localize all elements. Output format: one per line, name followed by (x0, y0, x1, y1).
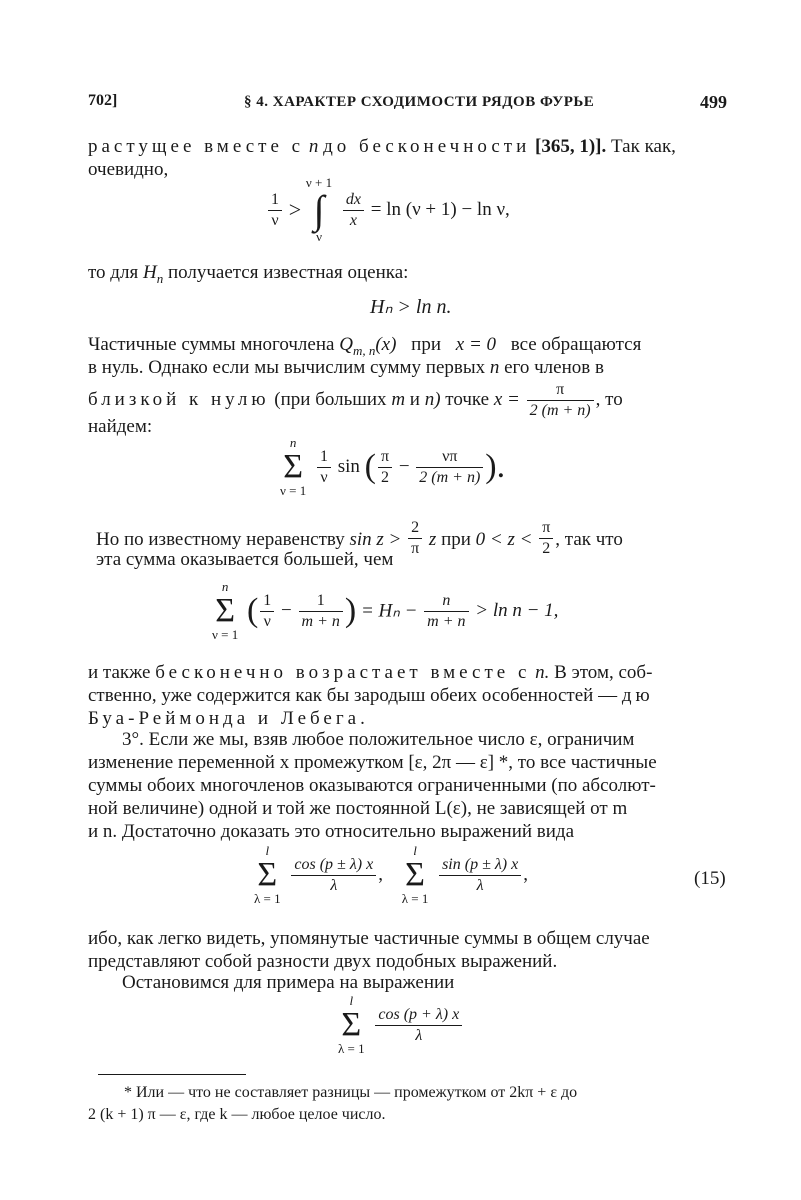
formula-15: l Σ λ = 1 $\frac{\cos (p \pm \lambda) x}{\lambda}$ , l Σ λ = 1 $\frac{\sin (p \pm \lambda) x}{\lambda}$ , (254, 843, 528, 906)
paragraph-line: Буа-Реймонда и Лебега. (88, 708, 369, 729)
fraction: $\frac{\cos (p + \lambda) x}{\lambda}$ (375, 1005, 462, 1046)
fraction: $\frac{\nu\pi}{2 (m + n)}$ (416, 447, 483, 488)
fraction: $\frac{1}{m + n}$ (299, 591, 343, 632)
fraction: $\frac{dx}{x}$ (343, 190, 364, 231)
paragraph-line: близкой к нулю (при больших m и n) точке x = $\frac{\pi}{2 (m + n)}$ , то (88, 381, 623, 419)
fraction: $\frac{\sin (p \pm \lambda) x}{\lambda}$ (439, 855, 521, 896)
formula-estimate: Hₙ > ln n. (370, 296, 452, 318)
paragraph-line: эта сумма оказывается большей, чем (96, 549, 394, 570)
paragraph-line: 3°. Если же мы, взяв любое положительное число ε, ограничим (122, 729, 635, 750)
sum-sign: l Σ λ = 1 (254, 843, 281, 906)
fraction: $\frac{\cos (p \pm \lambda) x}{\lambda}$ (291, 855, 376, 896)
sum-sign: n Σ ν = 1 (280, 435, 307, 498)
paragraph-line: ибо, как легко видеть, упомянутые частичные суммы в общем случае (88, 928, 650, 949)
paragraph-line: ственно, уже содержится как бы зародыш обеих особенностей — дю (88, 685, 654, 706)
integral-sign: ν + 1 ∫ ν (305, 175, 333, 244)
sum-sign: n Σ ν = 1 (212, 579, 239, 642)
fraction: $\frac{\pi}{2}$ (539, 518, 553, 559)
paragraph-line: найдем: (88, 416, 153, 437)
paragraph-line: то для $H_n$ получается известная оценка: (88, 262, 409, 286)
paragraph-line: Но по известному неравенству sin z > $\frac{2}{\pi}$ z при 0 < z < $\frac{\pi}{2}$ , так что (96, 519, 623, 557)
fraction: $\frac{\pi}{2 (m + n)}$ (527, 380, 594, 421)
fraction: $\frac{1}{\nu}$ (268, 190, 282, 231)
paragraph-line: Частичные суммы многочлена $Q_{m, n}(x)$ при x = 0 все обращаются (88, 334, 642, 358)
formula-cos-sum (338, 994, 464, 1056)
fraction: $\frac{1}{\nu}$ (260, 591, 274, 632)
paragraph-line: изменение переменной x промежутком [ε, 2π — ε] *, то все частичные (88, 752, 657, 773)
paragraph-line: растущее вместе с n до бесконечности [365, 1)]. Так как, (88, 136, 676, 157)
paragraph-line: суммы обоих многочленов оказываются ограниченными (по абсолют- (88, 775, 656, 796)
fraction: $\frac{\pi}{2}$ (378, 447, 392, 488)
formula-integral: $\frac{1}{\nu}$ > ν + 1 ∫ ν $\frac{dx}{x}$ = ln (ν + 1) − ln ν, (266, 176, 510, 244)
equation-number: (15) (694, 868, 726, 889)
page-number: 499 (700, 92, 727, 112)
paragraph-line: Остановимся для примера на выражении (122, 972, 455, 993)
paragraph-line: представляют собой разности двух подобных выражений. (88, 951, 558, 972)
sum-sign: l Σ λ = 1 (401, 843, 429, 906)
footnote-rule (98, 1074, 246, 1075)
paragraph-line: и также бесконечно возрастает вместе с n. В этом, соб- (88, 662, 653, 683)
paragraph-line: очевидно, (88, 159, 169, 180)
section-number: 702] (88, 92, 118, 109)
paragraph-line: и n. Достаточно доказать это относительно выражений вида (88, 821, 575, 842)
footnote-line: * Или — что не составляет разницы — промежутком от 2kπ + ε до (124, 1084, 578, 1101)
footnote-line: 2 (k + 1) π — ε, где k — любое целое число. (88, 1106, 386, 1123)
fraction: $\frac{2}{\pi}$ (408, 518, 422, 559)
running-title: § 4. ХАРАКТЕР СХОДИМОСТИ РЯДОВ ФУРЬЕ (244, 94, 595, 110)
paragraph-line: в нуль. Однако если мы вычислим сумму первых n его членов в (88, 357, 604, 378)
sum-sign: l Σ λ = 1 (338, 993, 365, 1056)
formula-sum-sin: n Σ ν = 1 $\frac{1}{\nu}$ sin ( $\frac{\pi}{2}$ − $\frac{\nu\pi}{2 (m + n)}$ ). (280, 435, 506, 498)
formula-sum-harmonic: n Σ ν = 1 ( $\frac{1}{\nu}$ − $\frac{1}{m + n}$ ) = Hₙ − $\frac{n}{m + n}$ > ln n − 1, (212, 579, 559, 642)
fraction: $\frac{1}{\nu}$ (317, 447, 331, 488)
fraction: $\frac{n}{m + n}$ (424, 591, 468, 632)
paragraph-line: ной величине) одной и той же постоянной L(ε), не зависящей от m (88, 798, 628, 819)
